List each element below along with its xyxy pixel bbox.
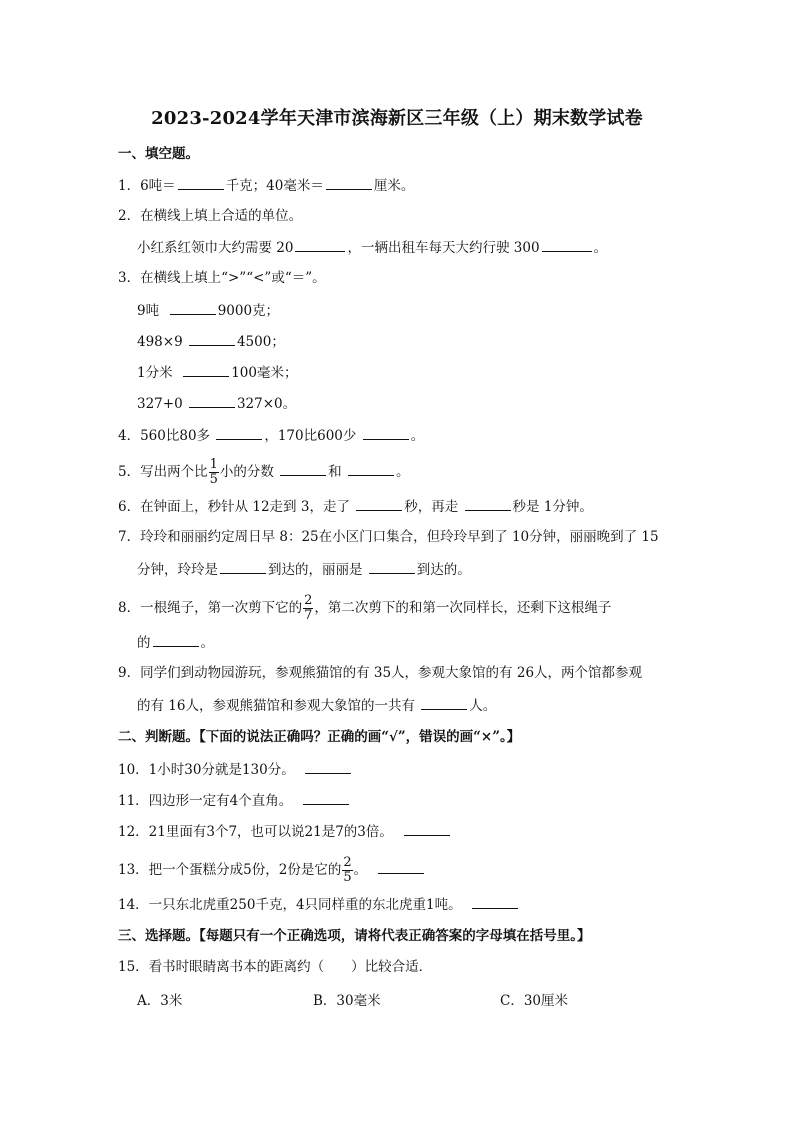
question-5 [118, 458, 409, 487]
section-choice-heading: 三、选择题。【每题只有一个正确选项，请将代表正确答案的字母填在括号里。】 [118, 928, 591, 944]
q7-blank-2[interactable] [369, 559, 415, 574]
question-3-row-3 [137, 362, 297, 383]
q12-blank[interactable] [404, 821, 450, 836]
q2-text-a: 小红系红领巾大约需要 20 [137, 240, 294, 256]
q7-blank-1[interactable] [220, 559, 266, 574]
q3-r1-left: 9吨 [137, 303, 160, 319]
question-2-stem: 2．在横线上填上合适的单位。 [118, 208, 303, 224]
question-15-stem: 15．看书时眼睛离书本的距离约（ ）比较合适． [118, 959, 433, 975]
q2-blank-2[interactable] [542, 237, 592, 252]
q2-blank-1[interactable] [295, 237, 345, 252]
q11-blank[interactable] [303, 790, 349, 805]
q9-text-b: 人。 [469, 698, 497, 714]
question-13 [118, 856, 426, 885]
q4-blank-2[interactable] [363, 425, 409, 440]
q6-text-a: 6．在钟面上，秒针从 12走到 3，走了 [118, 499, 350, 515]
section-fill-heading: 一、填空题。 [118, 146, 199, 162]
question-7-line-2 [137, 559, 471, 580]
q14-text: 14．一只东北虎重250千克，4只同样重的东北虎重1吨。 [118, 897, 462, 913]
q7-text-b: 到达的，丽丽是 [268, 562, 363, 578]
question-7-line-1: 7．玲玲和丽丽约定周日早 8：25在小区门口集合，但玲玲早到了 10分钟，丽丽晚到了 15 [118, 529, 659, 545]
q1-text-c: 厘米。 [373, 178, 415, 194]
q7-text-a: 分钟，玲玲是 [137, 562, 218, 578]
q13-fraction-denominator: 5 [343, 870, 352, 885]
q5-text-b: 小的分数 [219, 464, 274, 480]
q5-fraction [209, 458, 219, 487]
question-2-body [137, 237, 607, 258]
question-6 [118, 496, 593, 517]
q3-r2-left: 498×9 [137, 334, 183, 350]
q12-text: 12．21里面有3个7，也可以说21是7的3倍。 [118, 824, 393, 840]
q1-text-a: 1．6吨＝ [118, 178, 176, 194]
q3-r1-right: 9000克； [217, 303, 280, 319]
page-title: 2023-2024学年天津市滨海新区三年级（上）期末数学试卷 [151, 108, 643, 129]
q4-blank-1[interactable] [216, 425, 262, 440]
q2-text-c: 。 [593, 240, 608, 256]
q5-blank-2[interactable] [348, 461, 394, 476]
q15-option-a[interactable]: A．3米 [137, 993, 183, 1009]
q8-fraction-numerator: 2 [304, 593, 313, 608]
question-1 [118, 175, 414, 196]
q4-text-b: ，170比600少 [264, 428, 357, 444]
q8-text-a: 8．一根绳子，第一次剪下它的 [118, 600, 303, 616]
question-8-line-2 [137, 632, 214, 653]
q5-fraction-numerator: 1 [209, 457, 218, 472]
q8-blank[interactable] [153, 632, 199, 647]
q3-r3-right: 100毫米； [231, 365, 298, 381]
q3-blank-2[interactable] [189, 331, 235, 346]
q8-text-c: 的 [137, 635, 151, 651]
q3-r2-right: 4500； [236, 334, 285, 350]
q6-text-b: 秒，再走 [404, 499, 459, 515]
question-3-row-4 [137, 393, 296, 414]
q8-text-b: ，第二次剪下的和第一次同样长，还剩下这根绳子 [314, 600, 612, 616]
question-3-row-2 [137, 331, 285, 352]
q13-text-a: 13．把一个蛋糕分成5份，2份是它的 [118, 862, 342, 878]
q10-text: 10．1小时30分就是130分。 [118, 762, 295, 778]
q6-text-c: 秒是 1分钟。 [512, 499, 593, 515]
q15-option-b[interactable]: B．30毫米 [313, 993, 381, 1009]
q10-blank[interactable] [305, 759, 351, 774]
q5-text-d: 。 [395, 464, 410, 480]
q1-text-b: 千克；40毫米＝ [225, 178, 324, 194]
q14-blank[interactable] [472, 894, 518, 909]
q3-blank-3[interactable] [183, 362, 229, 377]
question-12 [118, 821, 452, 842]
q13-fraction [342, 856, 352, 885]
q9-text-a: 的有 16人，参观熊猫馆和参观大象馆的一共有 [137, 698, 415, 714]
q15-option-c[interactable]: C．30厘米 [500, 993, 569, 1009]
q3-r4-left: 327+0 [137, 396, 183, 412]
q13-fraction-numerator: 2 [343, 855, 352, 870]
q6-blank-1[interactable] [356, 496, 402, 511]
q3-r3-left: 1分米 [137, 365, 173, 381]
q2-text-b: ，一辆出租车每天大约行驶 300 [347, 240, 540, 256]
q13-text-b: 。 [353, 862, 368, 878]
q1-blank-2[interactable] [326, 175, 372, 190]
question-10 [118, 759, 353, 780]
q9-blank[interactable] [421, 695, 467, 710]
question-9-line-1: 9．同学们到动物园游玩，参观熊猫馆的有 35人，参观大象馆的有 26人，两个馆都参观 [118, 665, 643, 681]
q3-r4-right: 327×0。 [236, 396, 297, 412]
q3-blank-4[interactable] [189, 393, 235, 408]
q13-blank[interactable] [378, 859, 424, 874]
q8-fraction-denominator: 7 [304, 608, 313, 623]
question-3-row-1 [137, 300, 279, 321]
q6-blank-2[interactable] [465, 496, 511, 511]
q8-text-d: 。 [200, 635, 214, 651]
q8-fraction [303, 594, 313, 623]
q1-blank-1[interactable] [178, 175, 224, 190]
question-11 [118, 790, 351, 811]
q3-blank-1[interactable] [170, 300, 216, 315]
q5-blank-1[interactable] [280, 461, 326, 476]
question-3-stem: 3．在横线上填上“>”“<”或“＝”。 [118, 270, 326, 286]
q4-text-c: 。 [410, 428, 425, 444]
q4-text-a: 4．560比80多 [118, 428, 211, 444]
question-14 [118, 894, 520, 915]
q5-text-c: 和 [328, 464, 342, 480]
section-judge-heading: 二、判断题。【下面的说法正确吗？正确的画“√”，错误的画“×”。】 [118, 729, 521, 745]
q5-text-a: 5．写出两个比 [118, 464, 208, 480]
question-4 [118, 425, 424, 446]
q7-text-c: 到达的。 [416, 562, 471, 578]
q11-text: 11．四边形一定有4个直角。 [118, 793, 293, 809]
question-8-line-1 [118, 594, 611, 623]
q5-fraction-denominator: 5 [209, 472, 218, 487]
question-9-line-2 [137, 695, 496, 716]
